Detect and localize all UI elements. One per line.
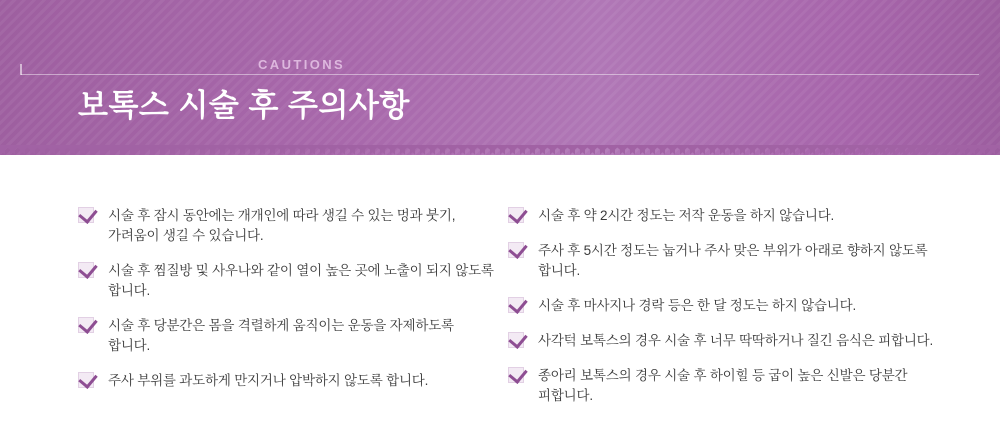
list-item-text — [538, 331, 933, 351]
list-item-text — [108, 316, 454, 356]
list-item-line2: 가려움이 생길 수 있습니다. — [108, 228, 264, 243]
check-icon — [508, 207, 524, 223]
list-item-line1: 시술 후 당분간은 몸을 격렬하게 움직이는 운동을 자제하도록 — [108, 318, 454, 333]
list-item-line1: 주사 부위를 과도하게 만지거나 압박하지 않도록 합니다. — [108, 373, 429, 388]
list-item — [508, 331, 1000, 351]
list-item-text — [538, 241, 928, 281]
list-item — [508, 206, 1000, 226]
cautions-column-right — [500, 158, 1000, 421]
check-icon — [78, 372, 94, 388]
check-icon — [508, 367, 524, 383]
list-item-line1: 시술 후 약 2시간 정도는 저작 운동을 하지 않습니다. — [538, 208, 835, 223]
cautions-content — [0, 158, 1000, 426]
cautions-columns — [0, 158, 1000, 421]
list-item-line2: 합니다. — [538, 263, 581, 278]
header-inner — [20, 0, 980, 155]
list-item-line1: 종아리 보톡스의 경우 시술 후 하이힐 등 굽이 높은 신발은 당분간 — [538, 368, 908, 383]
check-icon — [508, 297, 524, 313]
list-item — [78, 261, 500, 301]
page-header-band — [0, 0, 1000, 155]
header-divider-rule — [21, 74, 979, 75]
list-item — [78, 371, 500, 391]
list-item — [508, 296, 1000, 316]
list-item-text — [108, 261, 494, 301]
header-eyebrow-label: CAUTIONS — [258, 57, 346, 72]
check-icon — [78, 262, 94, 278]
list-item-line1: 시술 후 찜질방 및 사우나와 같이 열이 높은 곳에 노출이 되지 않도록 — [108, 263, 494, 278]
check-icon — [508, 332, 524, 348]
list-item-line2: 합니다. — [108, 338, 151, 353]
list-item — [78, 206, 500, 246]
list-item-line2: 합니다. — [108, 283, 151, 298]
list-item-line1: 주사 후 5시간 정도는 눕거나 주사 맞은 부위가 아래로 향하지 않도록 — [538, 243, 928, 258]
list-item-line1: 사각턱 보톡스의 경우 시술 후 너무 딱딱하거나 질긴 음식은 피합니다. — [538, 333, 934, 348]
list-item-text — [538, 206, 834, 226]
check-icon — [78, 207, 94, 223]
list-item-text — [538, 296, 856, 316]
list-item — [508, 366, 1000, 406]
list-item — [78, 316, 500, 356]
list-item-line1: 시술 후 마사지나 경락 등은 한 달 정도는 하지 않습니다. — [538, 298, 857, 313]
list-item-text — [108, 206, 455, 246]
list-item-text — [108, 371, 428, 391]
check-icon — [78, 317, 94, 333]
list-item-line2: 피합니다. — [538, 388, 593, 403]
list-item-line1: 시술 후 잠시 동안에는 개개인에 따라 생길 수 있는 멍과 붓기, — [108, 208, 456, 223]
list-item — [508, 241, 1000, 281]
check-icon — [508, 242, 524, 258]
page-title: 보톡스 시술 후 주의사항 — [78, 88, 410, 123]
scalloped-edge-decoration — [0, 145, 1000, 155]
cautions-column-left — [0, 158, 500, 421]
list-item-text — [538, 366, 907, 406]
